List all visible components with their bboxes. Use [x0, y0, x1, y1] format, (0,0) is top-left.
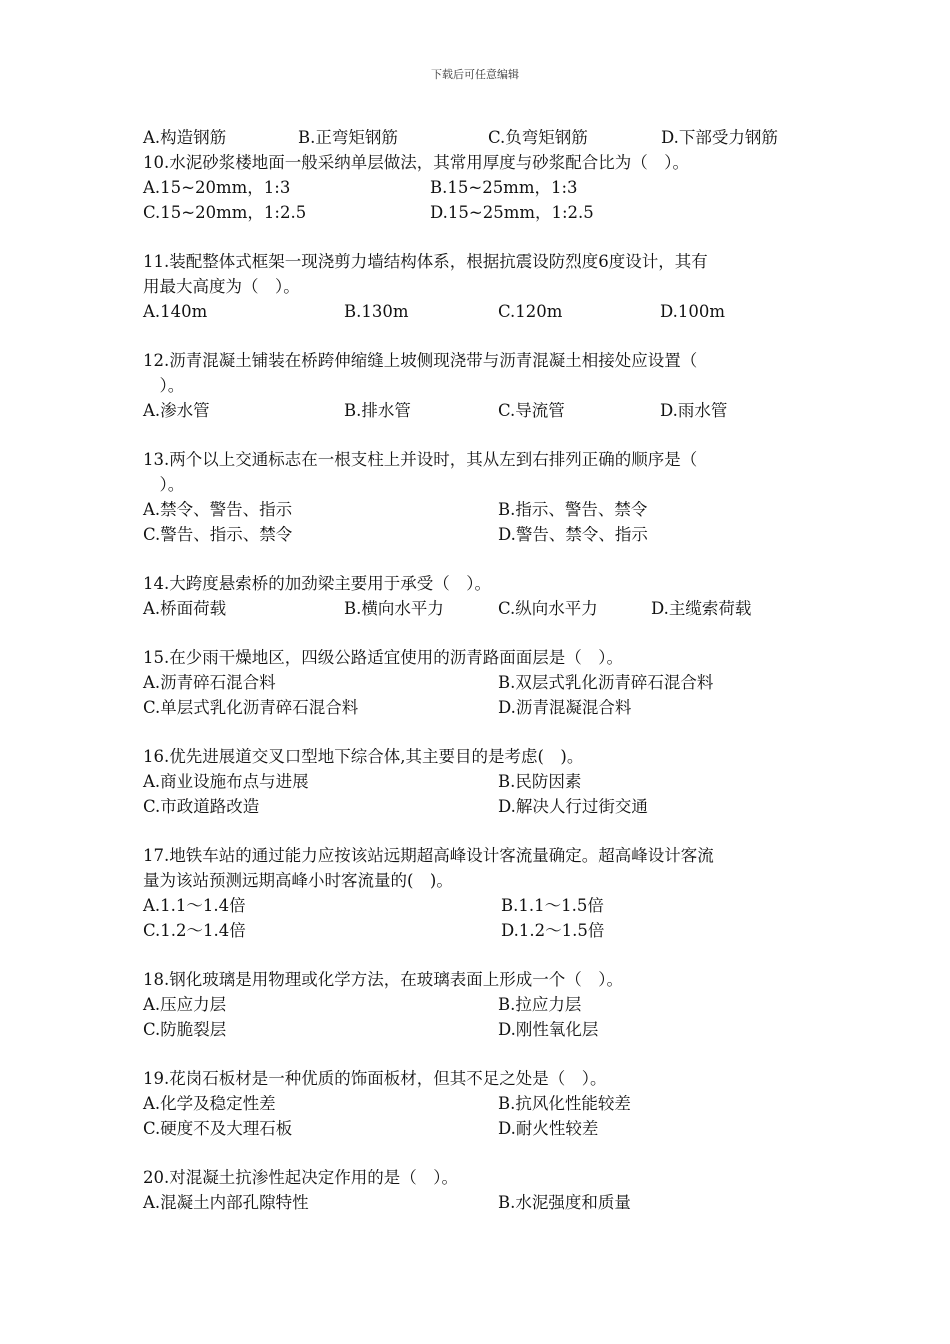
option-c: C.警告、指示、禁令: [143, 525, 293, 544]
option-a: A.沥青碎石混合料: [143, 673, 276, 692]
option-a: A.140m: [143, 302, 208, 321]
option-a: A.混凝土内部孔隙特性: [143, 1193, 309, 1212]
option-row: [143, 200, 823, 225]
option-d: D.15~25mm，1:2.5: [430, 203, 594, 222]
option-row: [143, 1017, 823, 1042]
option-row: [143, 175, 823, 200]
option-a: A.构造钢筋: [143, 128, 227, 147]
option-b: B.拉应力层: [498, 995, 582, 1014]
question-text: ）。: [143, 376, 185, 395]
option-b: B.水泥强度和质量: [498, 1193, 631, 1212]
option-b: B.排水管: [344, 401, 411, 420]
option-d: D.警告、禁令、指示: [498, 525, 648, 544]
option-a: A.压应力层: [143, 995, 227, 1014]
option-c: C.1.2～1.4倍: [143, 921, 246, 940]
question-text: 17.地铁车站的通过能力应按该站远期超高峰设计客流量确定。超高峰设计客流: [143, 846, 714, 865]
option-row: [143, 596, 823, 621]
option-c: C.市政道路改造: [143, 797, 260, 816]
option-a: A.渗水管: [143, 401, 210, 420]
option-b: B.民防因素: [498, 772, 582, 791]
option-d: D.耐火性较差: [498, 1119, 599, 1138]
option-c: C.导流管: [498, 401, 565, 420]
option-d: D.雨水管: [660, 401, 728, 420]
question-text: 16.优先进展道交叉口型地下综合体,其主要目的是考虑( )。: [143, 747, 584, 766]
question-text: 量为该站预测远期高峰小时客流量的( )。: [143, 871, 453, 890]
option-a: A.化学及稳定性差: [143, 1094, 276, 1113]
question-text: 用最大高度为（ ）。: [143, 277, 300, 296]
option-d: D.刚性氧化层: [498, 1020, 599, 1039]
option-row: [143, 125, 823, 150]
option-row: [143, 794, 823, 819]
option-b: B.1.1～1.5倍: [501, 896, 604, 915]
option-row: [143, 398, 823, 423]
option-b: B.抗风化性能较差: [498, 1094, 631, 1113]
option-c: C.负弯矩钢筋: [488, 128, 588, 147]
option-b: B.正弯矩钢筋: [298, 128, 398, 147]
option-a: A.商业设施布点与进展: [143, 772, 309, 791]
option-row: [143, 695, 823, 720]
option-d: D.主缆索荷载: [651, 599, 752, 618]
option-row: [143, 1190, 823, 1215]
option-c: C.15~20mm，1:2.5: [143, 203, 307, 222]
option-row: [143, 992, 823, 1017]
option-d: D.1.2～1.5倍: [501, 921, 605, 940]
option-b: B.双层式乳化沥青碎石混合料: [498, 673, 714, 692]
option-d: D.100m: [660, 302, 726, 321]
option-row: [143, 670, 823, 695]
option-c: C.防脆裂层: [143, 1020, 227, 1039]
option-row: [143, 769, 823, 794]
question-text: 14.大跨度悬索桥的加劲梁主要用于承受（ ）。: [143, 574, 491, 593]
option-row: [143, 522, 823, 547]
option-b: B.指示、警告、禁令: [498, 500, 648, 519]
question-text: 11.装配整体式框架一现浇剪力墙结构体系，根据抗震设防烈度6度设计，其有: [143, 252, 708, 271]
question-text: 12.沥青混凝土铺装在桥跨伸缩缝上坡侧现浇带与沥青混凝土相接处应设置（: [143, 351, 698, 370]
option-c: C.单层式乳化沥青碎石混合料: [143, 698, 359, 717]
question-list: [143, 125, 823, 1215]
option-d: D.沥青混凝混合料: [498, 698, 632, 717]
question-text: 15.在少雨干燥地区，四级公路适宜使用的沥青路面面层是（ ）。: [143, 648, 623, 667]
option-b: B.15~25mm，1:3: [430, 178, 578, 197]
option-row: [143, 1116, 823, 1141]
option-row: [143, 1091, 823, 1116]
option-b: B.130m: [344, 302, 409, 321]
page-header: 下载后可任意编辑: [431, 68, 519, 81]
question-text: 19.花岗石板材是一种优质的饰面板材，但其不足之处是（ ）。: [143, 1069, 607, 1088]
question-text: 18.钢化玻璃是用物理或化学方法，在玻璃表面上形成一个（ ）。: [143, 970, 623, 989]
option-row: [143, 299, 823, 324]
option-d: D.下部受力钢筋: [661, 128, 778, 147]
option-row: [143, 893, 823, 918]
option-a: A.15~20mm，1:3: [143, 178, 291, 197]
option-a: A.1.1～1.4倍: [143, 896, 246, 915]
option-c: C.120m: [498, 302, 563, 321]
option-d: D.解决人行过街交通: [498, 797, 648, 816]
option-row: [143, 497, 823, 522]
option-b: B.横向水平力: [344, 599, 444, 618]
option-a: A.桥面荷载: [143, 599, 227, 618]
question-text: 20.对混凝土抗渗性起决定作用的是（ ）。: [143, 1168, 458, 1187]
question-text: ）。: [143, 475, 185, 494]
option-c: C.硬度不及大理石板: [143, 1119, 293, 1138]
option-row: [143, 918, 823, 943]
question-text: 13.两个以上交通标志在一根支柱上并设时，其从左到右排列正确的顺序是（: [143, 450, 698, 469]
option-c: C.纵向水平力: [498, 599, 598, 618]
question-text: 10.水泥砂浆楼地面一般采纳单层做法，其常用厚度与砂浆配合比为（ ）。: [143, 153, 689, 172]
option-a: A.禁令、警告、指示: [143, 500, 293, 519]
